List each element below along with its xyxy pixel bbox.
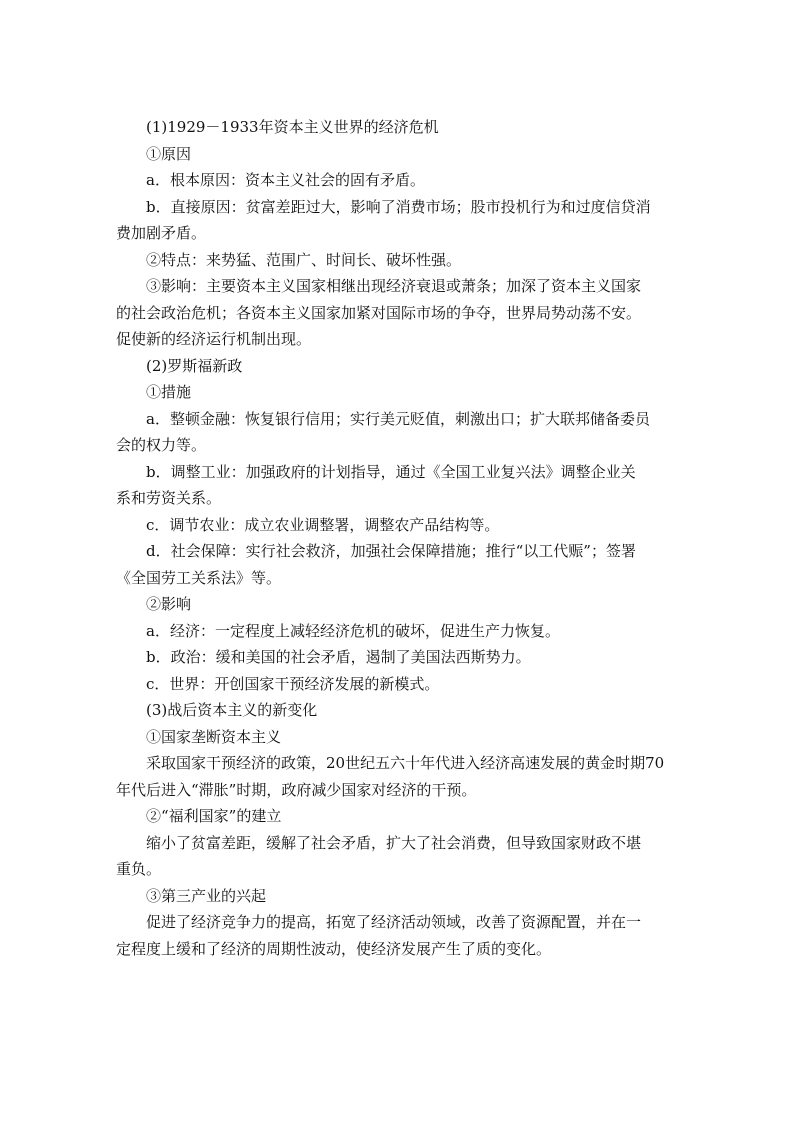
text-line: a．整顿金融：恢复银行信用；实行美元贬值，刺激出口；扩大联邦储备委员	[146, 409, 650, 428]
text-line: ②影响	[146, 595, 192, 613]
text-line: ③影响：主要资本主义国家相继出现经济衰退或萧条；加深了资本主义国家	[146, 277, 642, 295]
text-line: 促进了经济竞争力的提高，拓宽了经济活动领域，改善了资源配置，并在一	[146, 913, 642, 931]
text-line: ①国家垄断资本主义	[146, 727, 282, 746]
text-line: ①措施	[146, 383, 192, 401]
text-line: 年代后进入“滞胀”时期，政府减少国家对经济的干预。	[116, 780, 477, 799]
text-line: 缩小了贫富差距，缓解了社会矛盾，扩大了社会消费，但导致国家财政不堪	[146, 833, 642, 852]
text-line: ②“福利国家”的建立	[146, 807, 282, 825]
text-line: 《全国劳工关系法》等。	[116, 568, 282, 587]
text-line: (1)1929－1933年资本主义世界的经济危机	[146, 118, 439, 136]
text-line: 的社会政治危机；各资本主义国家加紧对国际市场的争夺，世界局势动荡不安。	[116, 303, 642, 322]
text-line: a．根本原因：资本主义社会的固有矛盾。	[146, 171, 425, 189]
text-line: 系和劳资关系。	[116, 489, 222, 507]
text-line: ①原因	[146, 144, 192, 163]
text-line: ②特点：来势猛、范围广、时间长、破坏性强。	[146, 250, 462, 269]
text-line: 重负。	[116, 860, 162, 878]
text-line: ③第三产业的兴起	[146, 886, 267, 905]
text-line: d．社会保障：实行社会救济，加强社会保障措施；推行“以工代赈”；签署	[146, 542, 636, 560]
text-line: 采取国家干预经济的政策，20世纪五六十年代进入经济高速发展的黄金时期70	[146, 754, 665, 772]
text-line: (3)战后资本主义的新变化	[146, 701, 318, 719]
text-line: 定程度上缓和了经济的周期性波动，使经济发展产生了质的变化。	[116, 939, 552, 958]
text-line: c．调节农业：成立农业调整署，调整农产品结构等。	[146, 515, 500, 534]
text-line: 会的权力等。	[116, 436, 207, 454]
text-line: 促使新的经济运行机制出现。	[116, 330, 312, 348]
text-line: a．经济：一定程度上减轻经济危机的破坏，促进生产力恢复。	[146, 621, 560, 640]
text-line: b．调整工业：加强政府的计划指导，通过《全国工业复兴法》调整企业关	[146, 462, 636, 481]
text-line: b．直接原因：贫富差距过大，影响了消费市场；股市投机行为和过度信贷消	[146, 197, 651, 216]
document-body	[116, 114, 684, 962]
text-line: b．政治：缓和美国的社会矛盾，遏制了美国法西斯势力。	[146, 648, 531, 666]
text-line: c．世界：开创国家干预经济发展的新模式。	[146, 674, 440, 693]
text-line: (2)罗斯福新政	[146, 356, 243, 375]
text-line: 费加剧矛盾。	[116, 224, 207, 242]
